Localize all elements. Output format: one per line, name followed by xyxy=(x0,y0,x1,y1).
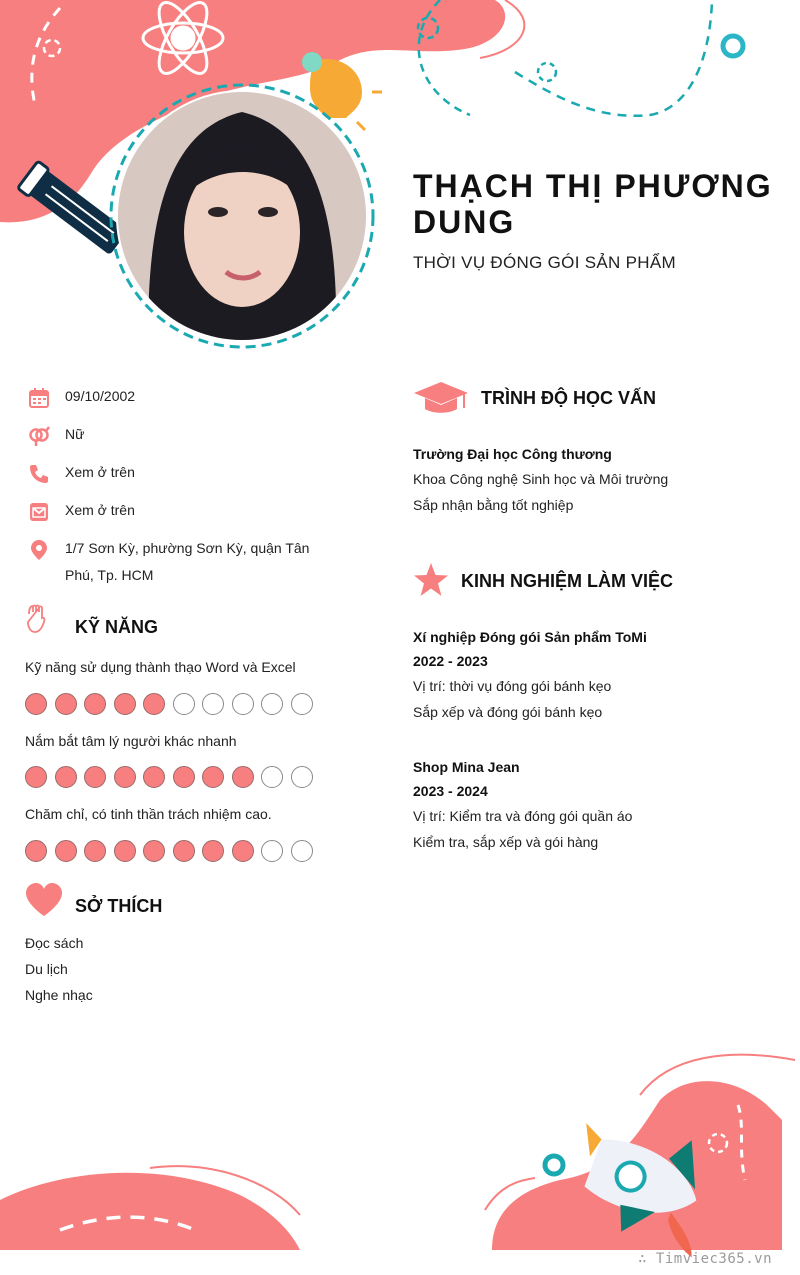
rating-dot-filled xyxy=(55,766,77,788)
contact-birthdate: 09/10/2002 xyxy=(28,383,328,410)
rating-dot-filled xyxy=(25,693,47,715)
skill-rating xyxy=(25,766,313,788)
job-period: 2022 - 2023 xyxy=(413,653,488,669)
job-role: Vị trí: Kiểm tra và đóng gói quần áo xyxy=(413,808,633,824)
education-school: Trường Đại học Công thương xyxy=(413,446,612,462)
raised-fist-icon xyxy=(25,604,47,636)
skill-rating xyxy=(25,840,313,862)
rating-dot-filled xyxy=(114,693,136,715)
skill-label: Kỹ năng sử dụng thành thạo Word và Excel xyxy=(25,659,296,675)
skill-label: Chăm chỉ, có tinh thần trách nhiệm cao. xyxy=(25,806,272,822)
job-position: THỜI VỤ ĐÓNG GÓI SẢN PHẨM xyxy=(413,253,676,272)
contact-gender: Nữ xyxy=(28,421,328,448)
rating-dot-empty xyxy=(261,840,283,862)
location-pin-icon xyxy=(28,539,50,561)
rating-dot-empty xyxy=(291,840,313,862)
rating-dot-empty xyxy=(202,693,224,715)
skills-title: KỸ NĂNG xyxy=(75,617,159,637)
profile-photo xyxy=(118,92,366,340)
education-faculty: Khoa Công nghệ Sinh học và Môi trường xyxy=(413,471,669,487)
job-description: Kiểm tra, sắp xếp và gói hàng xyxy=(413,834,599,850)
hobby-item: Nghe nhạc xyxy=(25,987,93,1003)
rating-dot-filled xyxy=(84,693,106,715)
rating-dot-empty xyxy=(291,693,313,715)
contact-address: 1/7 Sơn Kỳ, phường Sơn Kỳ, quận Tân Phú, Tp. HCM xyxy=(28,535,328,589)
rating-dot-filled xyxy=(114,766,136,788)
rating-dot-filled xyxy=(84,766,106,788)
rating-dot-filled xyxy=(84,840,106,862)
job-period: 2023 - 2024 xyxy=(413,783,488,799)
job-company: Shop Mina Jean xyxy=(413,759,520,775)
phone-icon xyxy=(28,463,50,485)
rating-dot-filled xyxy=(232,840,254,862)
hobbies-title: SỞ THÍCH xyxy=(75,896,163,916)
rating-dot-filled xyxy=(173,766,195,788)
job-description: Sắp xếp và đóng gói bánh kẹo xyxy=(413,704,603,720)
contact-phone: Xem ở trên xyxy=(28,459,328,486)
rating-dot-filled xyxy=(143,693,165,715)
rating-dot-empty xyxy=(173,693,195,715)
watermark: ∴ Timviec365.vn xyxy=(638,1251,772,1267)
calendar-icon xyxy=(28,387,50,409)
rating-dot-filled xyxy=(55,840,77,862)
gender-icon xyxy=(28,425,50,447)
hobby-item: Đọc sách xyxy=(25,935,84,951)
experience-title: KINH NGHIỆM LÀM VIỆC xyxy=(461,571,674,591)
education-title: TRÌNH ĐỘ HỌC VẤN xyxy=(481,388,656,408)
rating-dot-filled xyxy=(202,840,224,862)
rating-dot-empty xyxy=(261,766,283,788)
skill-label: Nắm bắt tâm lý người khác nhanh xyxy=(25,733,237,749)
rating-dot-filled xyxy=(202,766,224,788)
star-icon xyxy=(413,563,449,597)
rating-dot-filled xyxy=(114,840,136,862)
skill-rating xyxy=(25,693,313,715)
rating-dot-filled xyxy=(143,766,165,788)
rating-dot-filled xyxy=(25,840,47,862)
job-company: Xí nghiệp Đóng gói Sản phẩm ToMi xyxy=(413,629,647,645)
bottom-left-blob xyxy=(0,1173,300,1250)
candidate-name: THẠCH THỊ PHƯƠNG DUNG xyxy=(413,168,773,240)
rating-dot-filled xyxy=(25,766,47,788)
education-status: Sắp nhận bằng tốt nghiệp xyxy=(413,497,574,513)
rating-dot-empty xyxy=(232,693,254,715)
contact-email: Xem ở trên xyxy=(28,497,328,524)
rating-dot-filled xyxy=(232,766,254,788)
rating-dot-empty xyxy=(261,693,283,715)
graduation-cap-icon xyxy=(413,381,469,415)
rating-dot-empty xyxy=(291,766,313,788)
email-icon xyxy=(28,501,50,523)
rating-dot-filled xyxy=(173,840,195,862)
hobby-item: Du lịch xyxy=(25,961,68,977)
rating-dot-filled xyxy=(143,840,165,862)
rating-dot-filled xyxy=(55,693,77,715)
heart-icon xyxy=(25,883,63,917)
job-role: Vị trí: thời vụ đóng gói bánh kẹo xyxy=(413,678,612,694)
